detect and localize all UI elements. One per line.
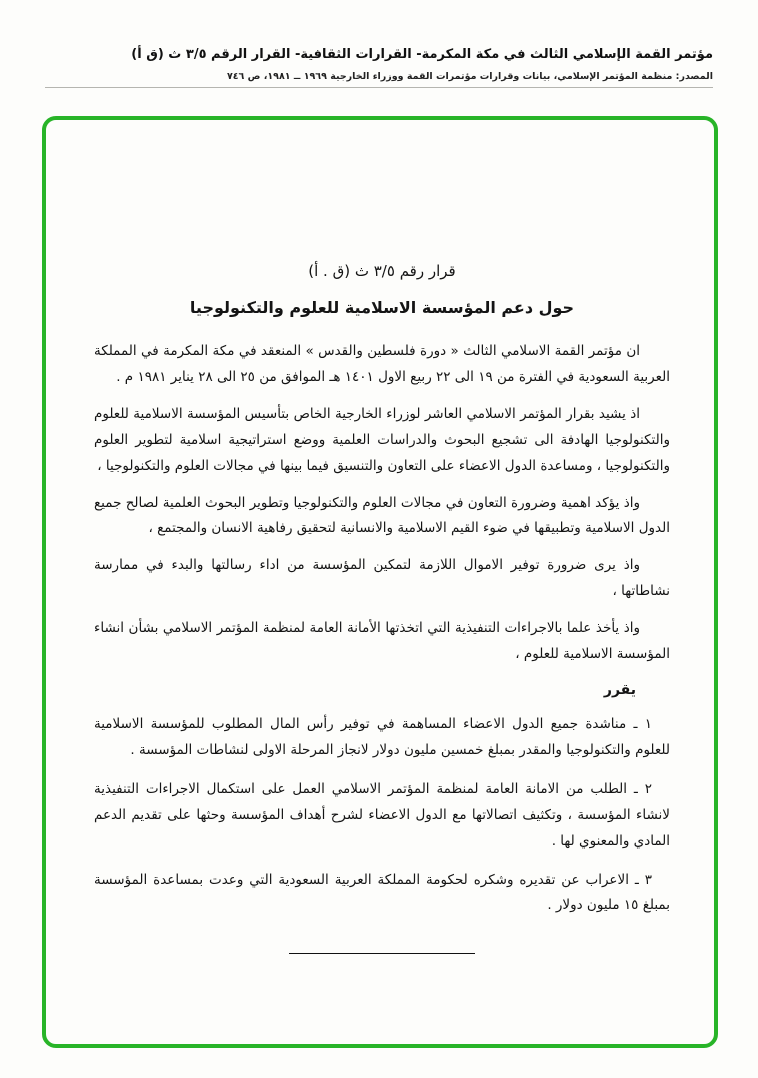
paragraph-commend: اذ يشيد بقرار المؤتمر الاسلامي العاشر لوزراء الخارجية الخاص بتأسيس المؤسسة الاسلامية للعلوم والتكنولوجيا الهادفة الى تشجيع البحوث والدراسات العلمية ووضع استراتيجية اسلامية لتطوير العلوم والتكنولوجيا ، ومساعدة الدول الاعضاء على التعاون والتنسيق فيما بينها في مجالات العلوم والتكنولوجيا ، — [94, 405, 670, 474]
source-line: المصدر: منظمة المؤتمر الإسلامي، بيانات وقرارات مؤتمرات القمة ووزراء الخارجية ١٩٦٩ ــ ١٩٨١، ص ٧٤٦ — [226, 70, 713, 82]
paragraph-note-measures: واذ يأخذ علما بالاجراءات التنفيذية التي اتخذتها الأمانة العامة لمنظمة المؤتمر الاسلامي بشأن انشاء المؤسسة الاسلامية للعلوم ، — [94, 620, 670, 663]
document-content — [46, 120, 714, 954]
decision-item-1: ١ ـ مناشدة جميع الدول الاعضاء المساهمة في توفير رأس المال المطلوب للمؤسسة الاسلامية للعلوم والتكنولوجيا والمقدر بمبلغ خمسين مليون دولار لانجاز المرحلة الاولى لنشاطات المؤسسة . — [94, 715, 670, 758]
decision-subject-title: حول دعم المؤسسة الاسلامية للعلوم والتكنولوجيا — [189, 298, 575, 317]
decision-item-2: ٢ ـ الطلب من الامانة العامة لمنظمة المؤتمر الاسلامي العمل على استكمال الاجراءات التنفيذية لانشاء المؤسسة ، وتكثيف اتصالاتها مع الدول الاعضاء لشرح أهداف المؤسسة وحثها على تقديم الدعم المادي والمعنوي لها . — [94, 780, 670, 849]
decision-label: يقرر — [603, 681, 636, 698]
paragraph-affirm: واذ يؤكد اهمية وضرورة التعاون في مجالات العلوم والتكنولوجيا وتطوير البحوث العلمية لصالح جميع الدول الاسلامية وتطبيقها في ضوء القيم الاسلامية والانسانية لتحقيق رفاهية الانسان والمجتمع ، — [94, 494, 670, 537]
footer-divider — [289, 953, 475, 954]
page-header — [0, 0, 758, 88]
paragraph-preamble: ان مؤتمر القمة الاسلامي الثالث « دورة فلسطين والقدس » المنعقد في مكة المكرمة في المملكة العربية السعودية في الفترة من ١٩ الى ٢٢ ربيع الاول ١٤٠١ هـ الموافق من ٢٥ الى ٢٨ يناير ١٩٨١ م . — [94, 343, 670, 385]
decision-number-title: قرار رقم ٣/٥ ث (ق . أ) — [308, 262, 456, 280]
decision-item-3: ٣ ـ الاعراب عن تقديره وشكره لحكومة المملكة العربية السعودية التي وعدت بمساعدة المؤسسة بمبلغ ١٥ مليون دولار . — [94, 871, 670, 914]
header-rule — [45, 87, 713, 88]
paragraph-funding-need: واذ يرى ضرورة توفير الاموال اللازمة لتمكين المؤسسة من اداء رسالتها والبدء في ممارسة نشاطاتها ، — [94, 557, 670, 600]
document-frame — [42, 116, 718, 1048]
header-citation: مؤتمر القمة الإسلامي الثالث في مكة المكرمة- القرارات الثقافية- القرار الرقم ٣/٥ ث (ق أ) — [131, 47, 713, 62]
